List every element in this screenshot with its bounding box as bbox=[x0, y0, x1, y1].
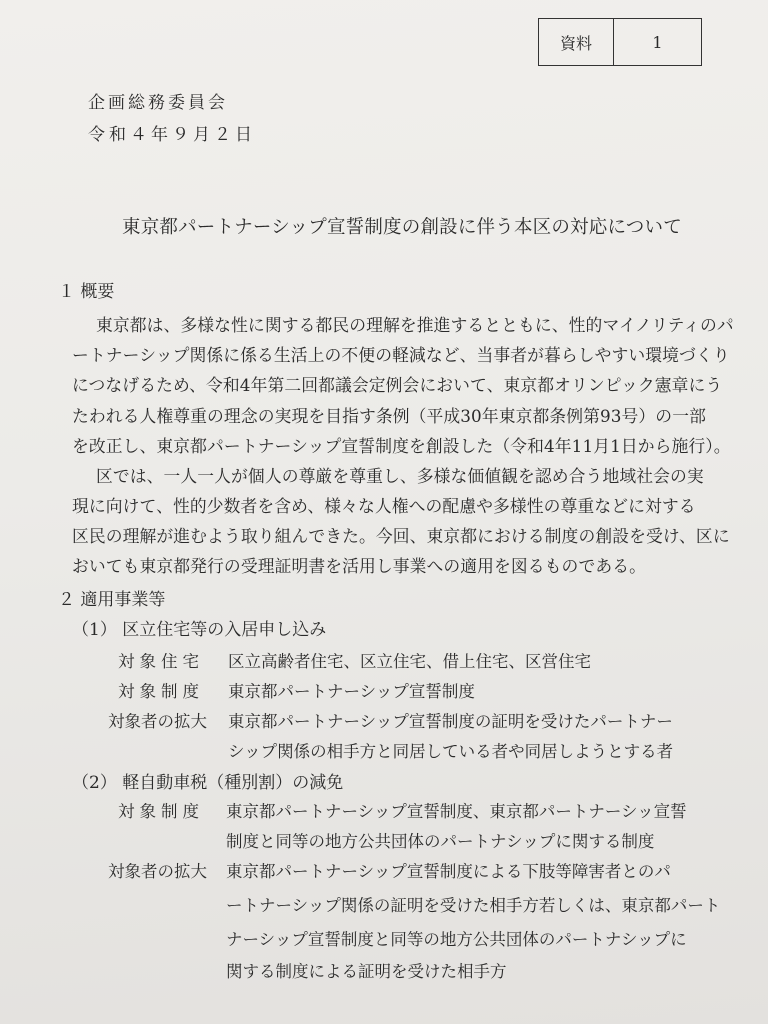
item2-value-system-line: 制度と同等の地方公共団体のパートナシップに関する制度 bbox=[226, 832, 655, 851]
item1-label-housing: 対象住宅 bbox=[118, 652, 204, 671]
item1-heading: （1） 区立住宅等の入居申し込み bbox=[72, 620, 327, 640]
paragraph1-line: たわれる人権尊重の理念の実現を目指す条例（平成30年東京都条例第93号）の一部 bbox=[72, 406, 706, 426]
document-number-box bbox=[538, 18, 702, 66]
item2-value-system-line: 東京都パートナーシップ宣誓制度、東京都パートナーシッ宣誓 bbox=[226, 802, 687, 821]
paragraph2-line: 区では、一人一人が個人の尊厳を尊重し、多様な価値観を認め合う地域社会の実 bbox=[96, 466, 704, 486]
item1-label-system: 対象制度 bbox=[118, 682, 204, 701]
item2-label-system: 対象制度 bbox=[118, 802, 204, 821]
document-date: 令和４年９月２日 bbox=[88, 125, 256, 145]
item1-value-expansion-line: 東京都パートナーシップ宣誓制度の証明を受けたパートナー bbox=[228, 712, 673, 731]
item1-value-expansion-line: シップ関係の相手方と同居している者や同居しようとする者 bbox=[228, 742, 674, 761]
doc-number: 1 bbox=[652, 32, 663, 52]
item1-label-expansion: 対象者の拡大 bbox=[108, 712, 207, 731]
section2-heading: ２ 適用事業等 bbox=[58, 590, 166, 610]
item2-label-expansion: 対象者の拡大 bbox=[108, 862, 207, 881]
paragraph2-line: 区民の理解が進むよう取り組んできた。今回、東京都における制度の創設を受け、区に bbox=[72, 526, 730, 546]
paragraph1-line: を改正し、東京都パートナーシップ宣誓制度を創設した（令和4年11月1日から施行）。 bbox=[72, 436, 731, 456]
section1-heading: １ 概要 bbox=[58, 282, 115, 302]
paragraph1-line: ートナーシップ関係に係る生活上の不便の軽減など、当事者が暮らしやすい環境づくり bbox=[72, 345, 730, 365]
paragraph1-line: 東京都は、多様な性に関する都民の理解を推進するとともに、性的マイノリティのパ bbox=[96, 315, 734, 335]
item2-value-expansion-line: 東京都パートナーシップ宣誓制度による下肢等障害者とのパ bbox=[226, 862, 671, 881]
item1-value-housing: 区立高齢者住宅、区立住宅、借上住宅、区営住宅 bbox=[228, 652, 591, 671]
paragraph1-line: につなげるため、令和4年第二回都議会定例会において、東京都オリンピック憲章にう bbox=[72, 375, 723, 395]
item2-value-expansion-line: ートナーシップ関係の証明を受けた相手方若しくは、東京都パート bbox=[226, 896, 721, 915]
paragraph2-line: おいても東京都発行の受理証明書を活用し事業への適用を図るものである。 bbox=[72, 556, 646, 576]
page-title: 東京都パートナーシップ宣誓制度の創設に伴う本区の対応について bbox=[122, 217, 682, 238]
doc-label: 資料 bbox=[539, 19, 614, 65]
item2-value-expansion-line: ナーシップ宣誓制度と同等の地方公共団体のパートナシップに bbox=[226, 930, 687, 949]
committee-name: 企画総務委員会 bbox=[88, 93, 228, 113]
item2-heading: （2） 軽自動車税（種別割）の減免 bbox=[72, 773, 344, 793]
paragraph2-line: 現に向けて、性的少数者を含め、様々な人権への配慮や多様性の尊重などに対する bbox=[72, 496, 696, 516]
item1-value-system: 東京都パートナーシップ宣誓制度 bbox=[228, 682, 475, 701]
item2-value-expansion-line: 関する制度による証明を受けた相手方 bbox=[226, 962, 507, 981]
